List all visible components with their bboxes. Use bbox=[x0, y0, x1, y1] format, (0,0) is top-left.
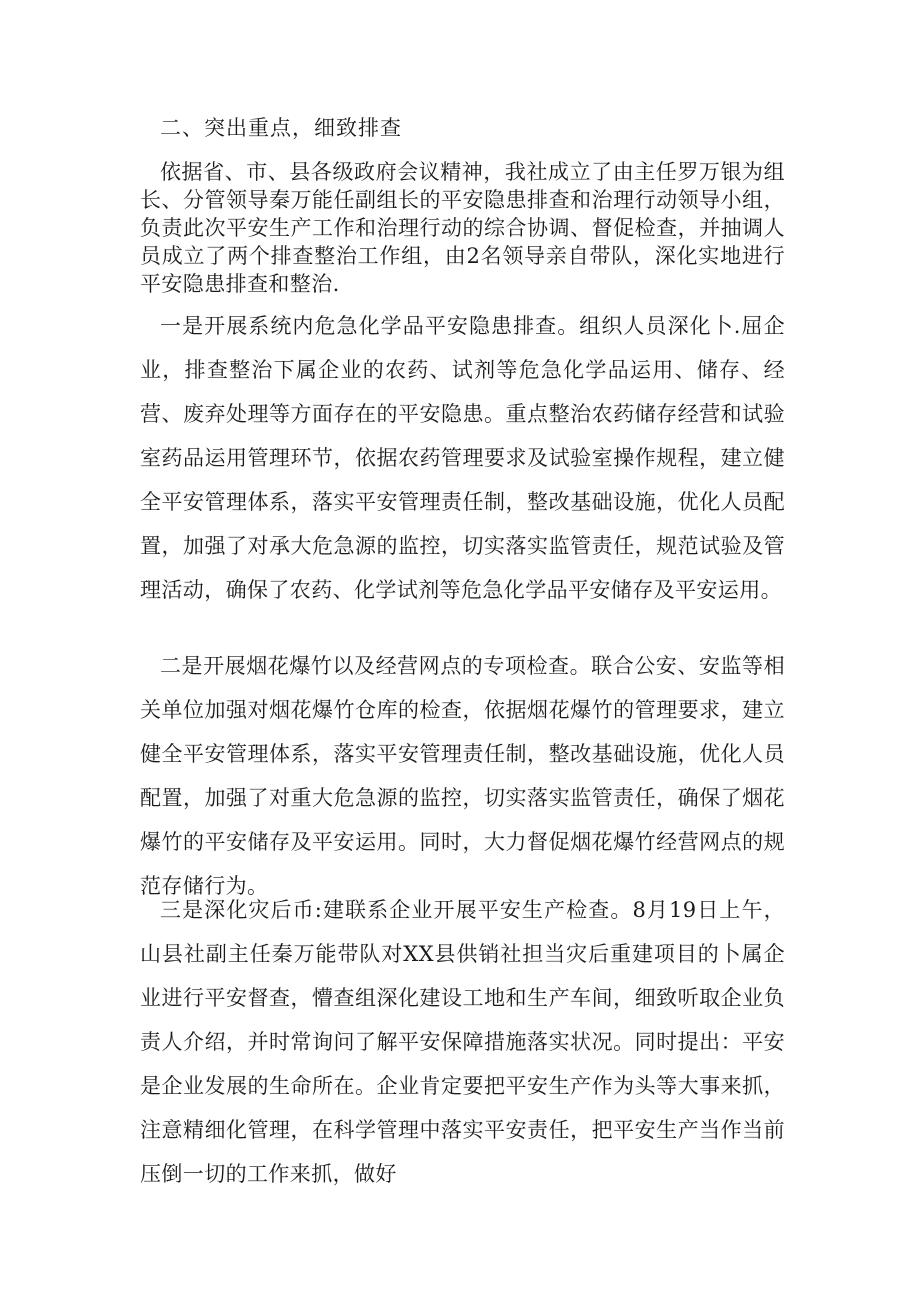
section-heading: 二、突出重点，细致排查 bbox=[160, 116, 402, 140]
paragraph-intro: 依据省、市、县各级政府会议精神，我社成立了由主任罗万银为组长、分管领导秦万能任副组长的平安隐患排查和治理行动领导小组，负责此次平安生产工作和治理行动的综合协调、督促检查，并抽调人员成立了两个排查整治工作组，由2名领导亲自带队，深化实地进行平安隐患排查和整治. bbox=[140, 160, 785, 296]
paragraph-reconstruction: 三是深化灾后币:建联系企业开展平安生产检查。8月19日上午，山县社副主任秦万能带队对XX县供销社担当灾后重建项目的卜属企业进行平安督查，懵查组深化建设工地和生产车间，细致听取企业负责人介绍，并时常询问了解平安保障措施落实状况。同时提出：平安是企业发展的生命所在。企业肯定要把平安生产作为头等大事来抓，注意精细化管理，在科学管理中落实平安责任，把平安生产当作当前压倒一切的工作来抓，做好 bbox=[140, 898, 785, 1186]
paragraph-chemicals: 一是开展系统内危急化学品平安隐患排查。组织人员深化卜.屈企业，排查整治下属企业的农药、试剂等危急化学品运用、储存、经营、废弃处理等方面存在的平安隐患。重点整治农药储存经营和试验室药品运用管理环节，依据农药管理要求及试验室操作规程，建立健全平安管理体系，落实平安管理责任制，整改基础设施，优化人员配置，加强了对承大危急源的监控，切实落实监管责任，规范试验及管理活动，确保了农药、化学试剂等危急化学品平安储存及平安运用。 bbox=[140, 314, 785, 602]
paragraph-fireworks: 二是开展烟花爆竹以及经营网点的专项检查。联合公安、安监等相关单位加强对烟花爆竹仓库的检查，依据烟花爆竹的管理要求，建立健全平安管理体系，落实平安管理责任制，整改基础设施，优化人员配置，加强了对重大危急源的监控，切实落实监管责任，确保了烟花爆竹的平安储存及平安运用。同时，大力督促烟花爆竹经营网点的规范存储行为。 bbox=[140, 654, 785, 898]
